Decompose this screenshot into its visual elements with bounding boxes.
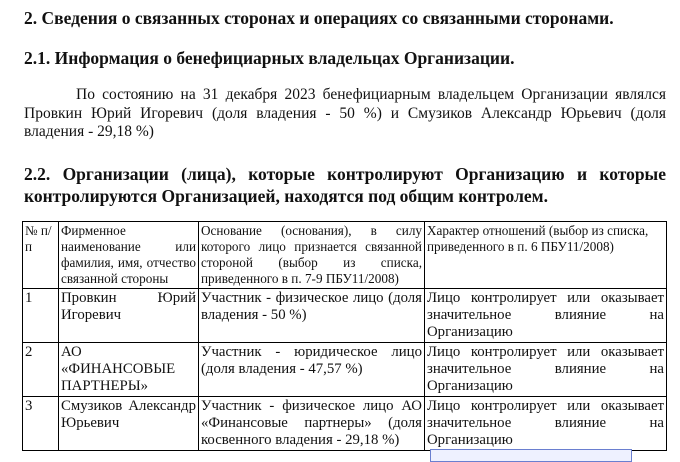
table-cell-basis: Участник - физическое лицо АО «Финансовые партнеры» (доля косвенного владения - 29,18 %) <box>199 397 425 451</box>
subsection-heading-2-1: 2.1. Информация о бенефициарных владельцах Организации. <box>24 48 515 68</box>
text-selection-box[interactable] <box>430 449 632 462</box>
table-cell-relation: Лицо контролирует или оказывает значительное влияние на Организацию <box>425 343 667 397</box>
table-cell-name: Смузиков Александр Юрьевич <box>59 397 199 451</box>
table-cell-name: АО «ФИНАНСОВЫЕ ПАРТНЕРЫ» <box>59 343 199 397</box>
subsection-heading-2-2-line1: 2.2. Организации (лица), которые контролируют Организацию и которые <box>24 164 666 184</box>
table-cell-relation: Лицо контролирует или оказывает значительное влияние на Организацию <box>425 289 667 343</box>
table-header-num: № п/п <box>23 222 59 289</box>
table-cell-basis: Участник - физическое лицо (доля владения - 50 %) <box>199 289 425 343</box>
table-cell-num: 2 <box>23 343 59 397</box>
table-header-basis: Основание (основания), в силу которого лицо признается связанной стороной (выбор из списка, приведенного в п. 7-9 ПБУ11/2008) <box>199 222 425 289</box>
table-cell-relation: Лицо контролирует или оказывает значительное влияние на Организацию <box>425 397 667 451</box>
section-heading: 2. Сведения о связанных сторонах и операциях со связанными сторонами. <box>24 8 614 28</box>
table-cell-name: Провкин Юрий Игоревич <box>59 289 199 343</box>
subsection-heading-2-2-line2: контролируются Организацией, находятся под общим контролем. <box>24 186 548 206</box>
beneficiary-paragraph <box>24 86 666 142</box>
subsection-heading-2-2 <box>24 163 666 207</box>
table-header-relation: Характер отношений (выбор из списка, приведенного в п. 6 ПБУ11/2008) <box>425 222 667 289</box>
beneficiary-paragraph-text: По состоянию на 31 декабря 2023 бенефициарным владельцем Организации являлся Провкин Юрий Игоревич (доля владения - 50 %) и Смузиков Александр Юрьевич (доля владения - 29,18 %) <box>24 86 666 140</box>
related-parties-table <box>22 221 667 451</box>
table-header-row <box>23 222 667 289</box>
table-cell-num: 1 <box>23 289 59 343</box>
table-cell-num: 3 <box>23 397 59 451</box>
table-cell-basis: Участник - юридическое лицо (доля владения - 47,57 %) <box>199 343 425 397</box>
table-header-name: Фирменное наименование или фамилия, имя, отчество связанной стороны <box>59 222 199 289</box>
table-row <box>23 343 667 397</box>
table-row <box>23 289 667 343</box>
table-row <box>23 397 667 451</box>
